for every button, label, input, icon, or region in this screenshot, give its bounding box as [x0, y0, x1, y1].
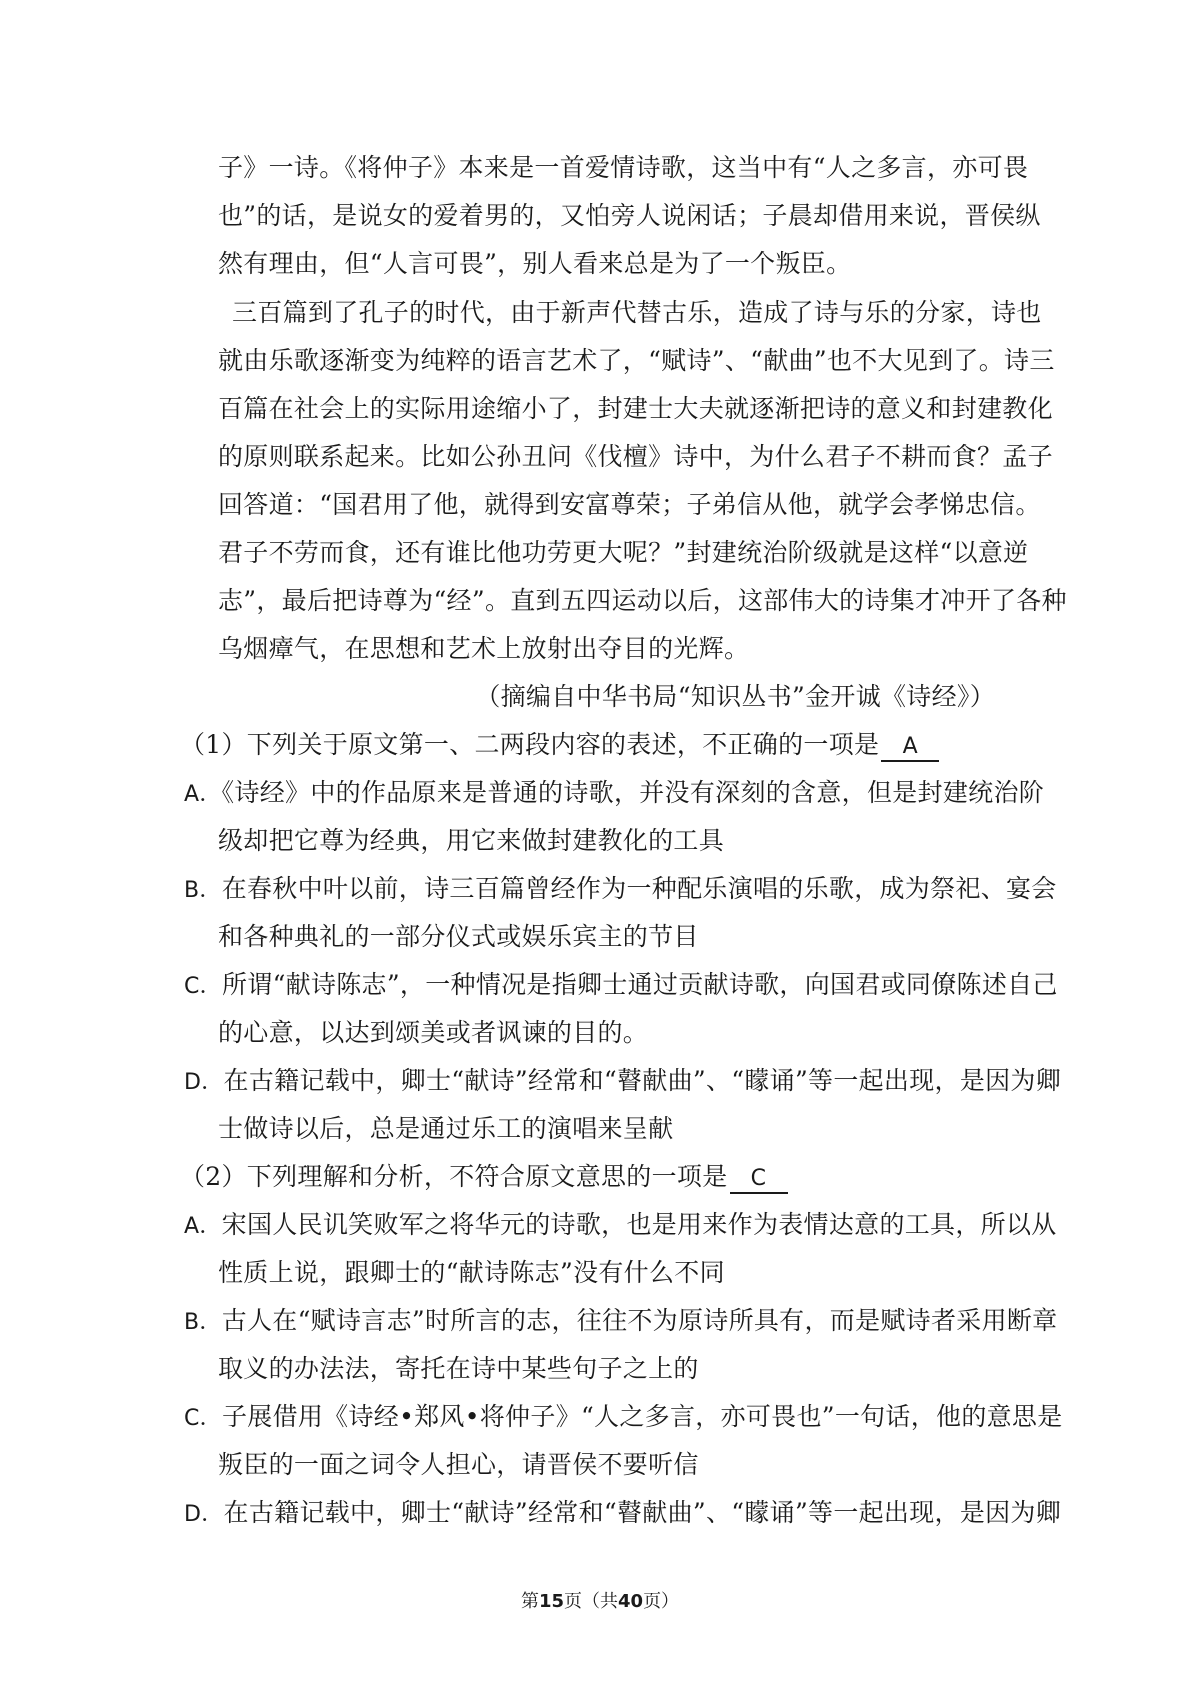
option-continuation: 性质上说，跟卿士的“献诗陈志”没有什么不同 [218, 1258, 725, 1287]
passage-line: 的原则联系起来。比如公孙丑问《伐檀》诗中，为什么君子不耕而食？孟子 [218, 442, 1053, 471]
footer-middle: 页（共 [564, 1591, 618, 1612]
option-letter: B． [184, 878, 222, 903]
passage-line: 君子不劳而食，还有谁比他功劳更大呢？”封建统治阶级就是这样“以意逆 [218, 538, 1029, 567]
question-1-stem [180, 728, 939, 762]
question-2-answer: C [730, 1166, 788, 1194]
option-continuation: 士做诗以后，总是通过乐工的演唱来呈献 [218, 1114, 674, 1143]
page-footer [0, 1590, 1200, 1614]
footer-prefix: 第 [520, 1591, 539, 1612]
question-stem-text: （1）下列关于原文第一、二两段内容的表述，不正确的一项是 [180, 730, 880, 759]
footer-suffix: 页） [643, 1591, 680, 1612]
passage-line: 也”的话，是说女的爱着男的，又怕旁人说闲话；子晨却借用来说，晋侯纵 [218, 201, 1041, 230]
option-text: 在春秋中叶以前，诗三百篇曾经作为一种配乐演唱的乐歌，成为祭祀、宴会 [221, 874, 1057, 903]
option-letter: C． [184, 974, 222, 999]
passage-line: 子》一诗。《将仲子》本来是一首爱情诗歌，这当中有“人之多言，亦可畏 [218, 153, 1029, 182]
question-stem-text: （2）下列理解和分析，不符合原文意思的一项是 [180, 1162, 728, 1191]
option-text: 所谓“献诗陈志”，一种情况是指卿士通过贡献诗歌，向国君或同僚陈述自己 [221, 970, 1058, 999]
question-2-stem [180, 1160, 788, 1194]
source-attribution: （摘编自中华书局“知识丛书”金开诚《诗经》） [475, 682, 995, 711]
option-text: 在古籍记载中，卿士“献诗”经常和“瞽献曲”、“矇诵”等一起出现，是因为卿 [223, 1498, 1062, 1527]
option-letter: D． [184, 1502, 224, 1527]
passage-line: 就由乐歌逐渐变为纯粹的语言艺术了，“赋诗”、“献曲”也不大见到了。诗三 [218, 346, 1055, 375]
option-text: 《诗经》中的作品原来是普通的诗歌，并没有深刻的含意，但是封建统治阶 [221, 778, 1045, 807]
option-c [184, 1400, 1063, 1436]
option-letter: A． [184, 1214, 222, 1239]
option-letter: D． [184, 1070, 224, 1095]
option-text: 古人在“赋诗言志”时所言的志，往往不为原诗所具有，而是赋诗者采用断章 [221, 1306, 1058, 1335]
option-continuation: 级却把它尊为经典，用它来做封建教化的工具 [218, 826, 725, 855]
option-b [184, 1304, 1057, 1340]
option-continuation: 的心意，以达到颂美或者讽谏的目的。 [218, 1018, 649, 1047]
option-letter: C． [184, 1406, 222, 1431]
footer-total-pages: 40 [618, 1591, 644, 1612]
option-continuation: 叛臣的一面之词令人担心，请晋侯不要听信 [218, 1450, 699, 1479]
option-b [184, 872, 1057, 908]
passage-line: 百篇在社会上的实际用途缩小了，封建士大夫就逐渐把诗的意义和封建教化 [218, 394, 1053, 423]
passage-line: 然有理由，但“人言可畏”，别人看来总是为了一个叛臣。 [218, 249, 852, 278]
option-a [184, 776, 1044, 812]
option-a [184, 1208, 1057, 1244]
footer-page-number: 15 [538, 1591, 564, 1612]
option-c [184, 968, 1058, 1004]
passage-line: 三百篇到了孔子的时代，由于新声代替古乐，造成了诗与乐的分家，诗也 [232, 298, 1042, 327]
option-letter: B． [184, 1310, 222, 1335]
passage-line: 志”，最后把诗尊为“经”。直到五四运动以后，这部伟大的诗集才冲开了各种 [218, 586, 1067, 615]
option-text: 在古籍记载中，卿士“献诗”经常和“瞽献曲”、“矇诵”等一起出现，是因为卿 [223, 1066, 1062, 1095]
option-d [184, 1496, 1061, 1532]
option-letter: A． [184, 782, 222, 807]
passage-line: 乌烟瘴气，在思想和艺术上放射出夺目的光辉。 [218, 634, 750, 663]
option-d [184, 1064, 1061, 1100]
option-text: 子展借用《诗经•郑风•将仲子》“人之多言，亦可畏也”一句话，他的意思是 [221, 1402, 1063, 1431]
option-continuation: 和各种典礼的一部分仪式或娱乐宾主的节目 [218, 922, 699, 951]
passage-line: 回答道：“国君用了他，就得到安富尊荣；子弟信从他，就学会孝悌忠信。 [218, 490, 1041, 519]
question-1-answer: A [881, 734, 939, 762]
option-text: 宋国人民讥笑败军之将华元的诗歌，也是用来作为表情达意的工具，所以从 [221, 1210, 1057, 1239]
option-continuation: 取义的办法法，寄托在诗中某些句子之上的 [218, 1354, 699, 1383]
